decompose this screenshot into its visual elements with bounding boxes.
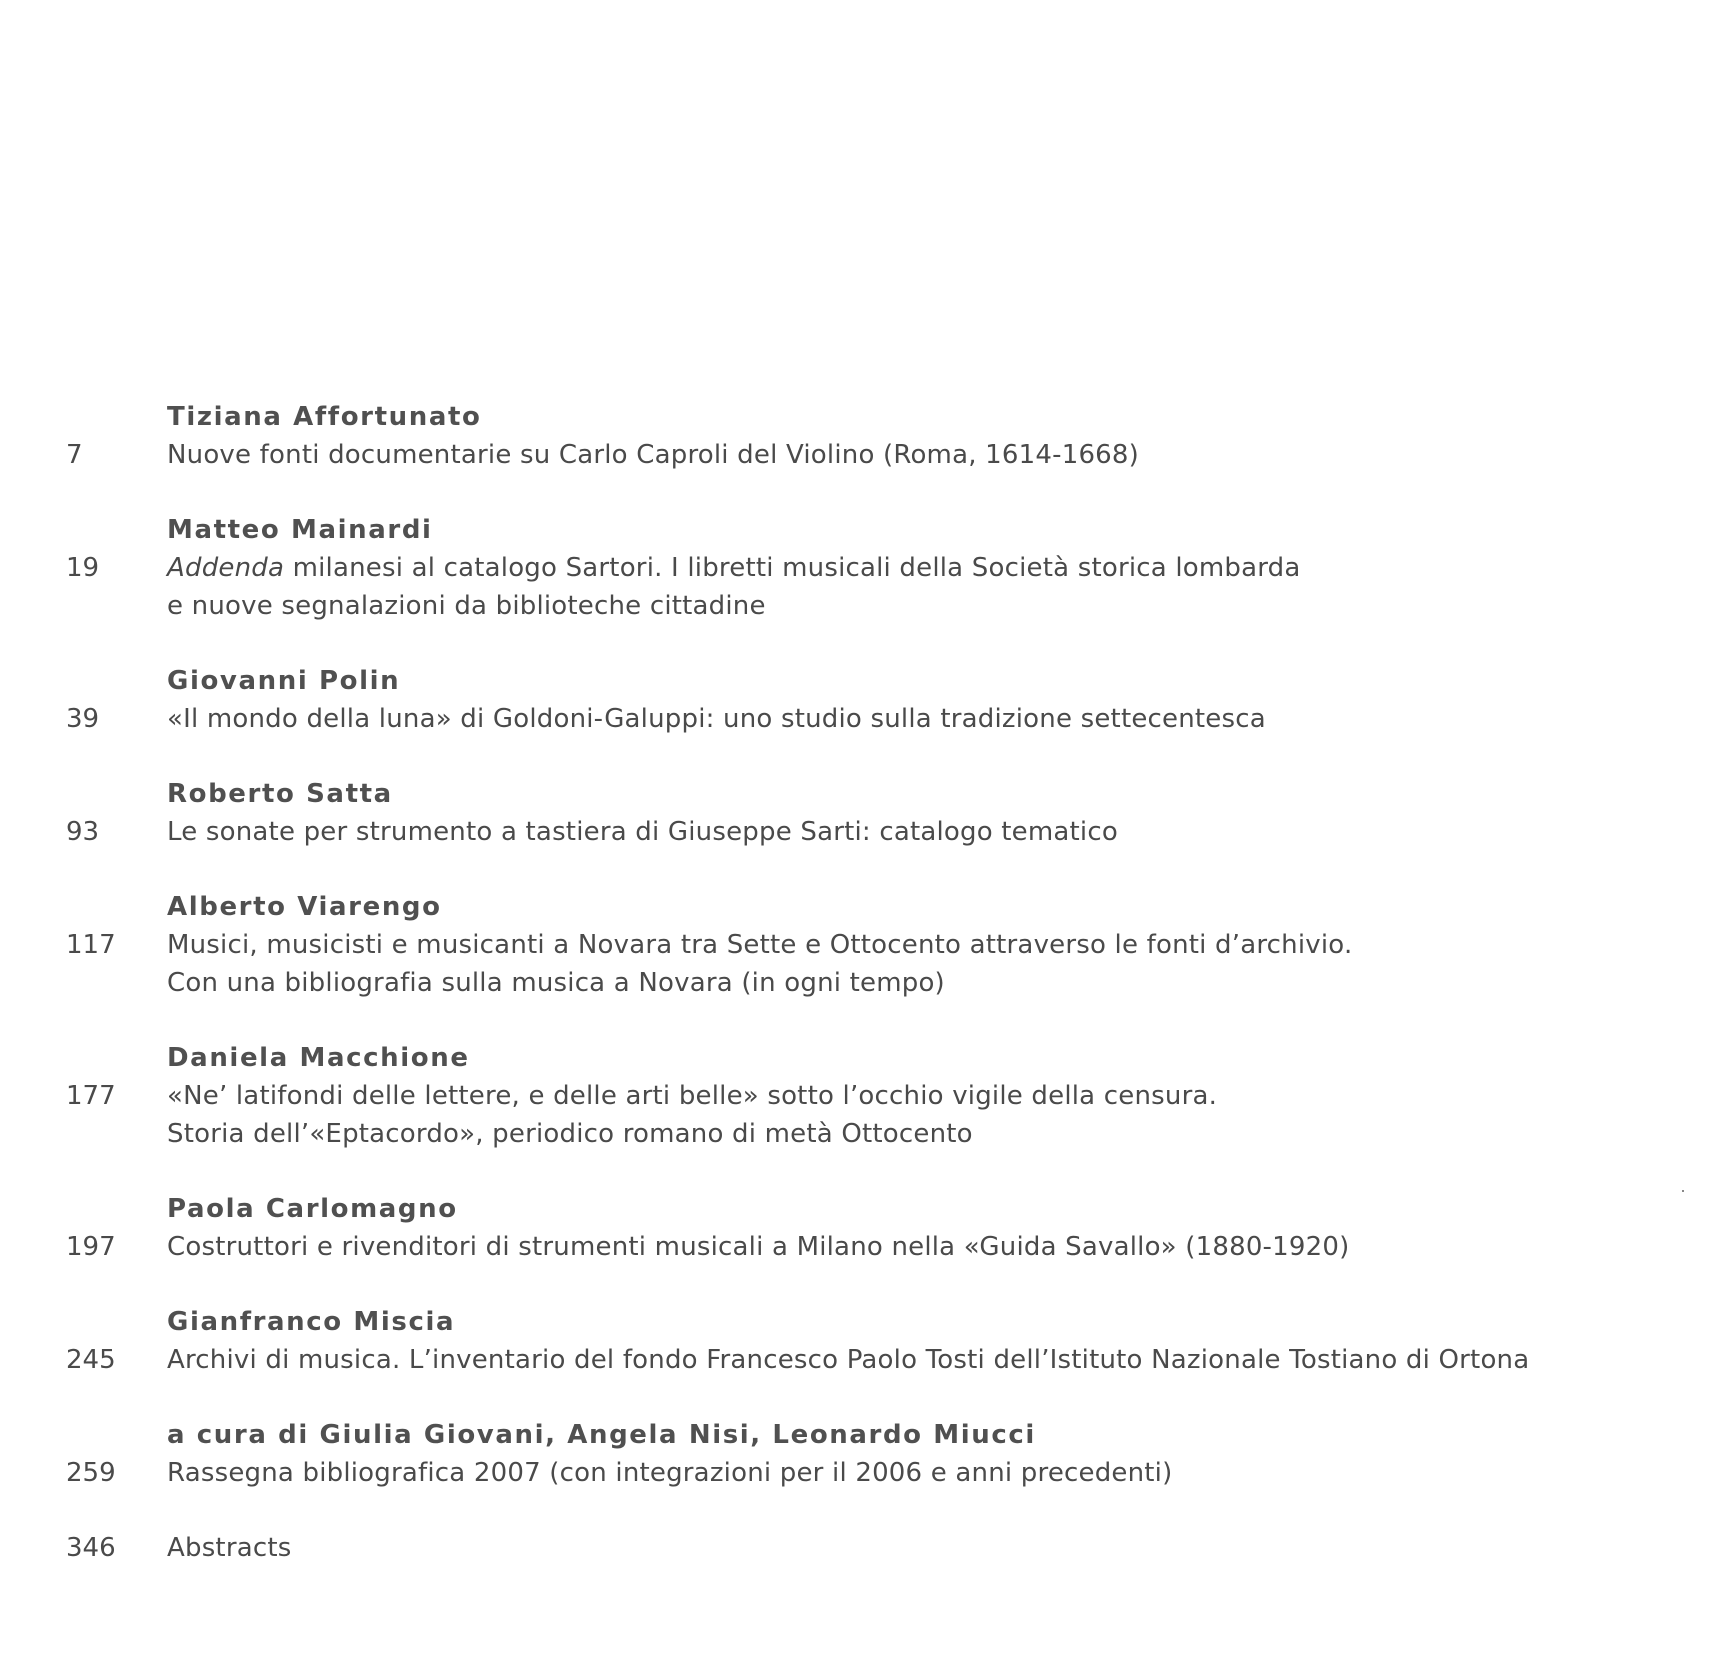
entry-author: Paola Carlomagno [167, 1194, 458, 1224]
entry-row [66, 1077, 1626, 1153]
entry-row [66, 700, 1626, 738]
entry-author: Gianfranco Miscia [167, 1307, 456, 1337]
toc-entry [66, 1039, 1626, 1153]
toc-entry [66, 1190, 1626, 1266]
entry-title-line: «Ne’ latifondi delle lettere, e delle arti belle» sotto l’occhio vigile della censura. [167, 1081, 1218, 1111]
toc-entry [66, 1303, 1626, 1379]
entry-author: Tiziana Affortunato [167, 402, 482, 432]
entry-page-number: 39 [66, 704, 100, 734]
entry-row [66, 1228, 1626, 1266]
entry-title-line: Storia dell’«Eptacordo», periodico romano di metà Ottocento [167, 1119, 973, 1149]
toc-entry [66, 398, 1626, 474]
entry-title-line: Archivi di musica. L’inventario del fondo Francesco Paolo Tosti dell’Istituto Nazionale Tostiano di Ortona [167, 1345, 1530, 1375]
entry-title-line: Nuove fonti documentarie su Carlo Caproli del Violino (Roma, 1614-1668) [167, 440, 1140, 470]
toc-entry [66, 888, 1626, 1002]
entry-row [66, 436, 1626, 474]
entry-title-line: Le sonate per strumento a tastiera di Giuseppe Sarti: catalogo tematico [167, 817, 1118, 847]
entry-title [167, 1454, 1172, 1492]
entry-page-number: 245 [66, 1345, 116, 1375]
entry-title-line: Con una bibliografia sulla musica a Novara (in ogni tempo) [167, 968, 945, 998]
toc-entry [66, 1416, 1626, 1492]
toc-entry [66, 1529, 1626, 1567]
entry-row [66, 549, 1626, 625]
entry-page-number: 346 [66, 1533, 116, 1563]
entry-page-number: 19 [66, 553, 100, 583]
entry-title [167, 813, 1118, 851]
entry-title [167, 1228, 1349, 1266]
entry-author: Matteo Mainardi [167, 515, 433, 545]
entry-title [167, 549, 1301, 625]
entry-title [167, 926, 1352, 1002]
entry-title-line: «Il mondo della luna» di Goldoni-Galuppi: uno studio sulla tradizione settecentesca [167, 704, 1266, 734]
entry-title-line: Rassegna bibliografica 2007 (con integrazioni per il 2006 e anni precedenti) [167, 1458, 1173, 1488]
toc-entry [66, 511, 1626, 625]
entry-page-number: 93 [66, 817, 100, 847]
toc-entry [66, 775, 1626, 851]
entry-title-text: milanesi al catalogo Sartori. I libretti musicali della Società storica lombarda [284, 553, 1301, 583]
entry-author: Roberto Satta [167, 779, 393, 809]
entry-row [66, 926, 1626, 1002]
entry-row [66, 1341, 1626, 1379]
entry-author: Daniela Macchione [167, 1043, 470, 1073]
entry-row [66, 813, 1626, 851]
entry-title-line: Costruttori e rivenditori di strumenti musicali a Milano nella «Guida Savallo» (1880-1920) [167, 1232, 1350, 1262]
entry-title-line: e nuove segnalazioni da biblioteche cittadine [167, 591, 766, 621]
entry-title [167, 436, 1139, 474]
entry-author: Giovanni Polin [167, 666, 401, 696]
entry-title [167, 700, 1266, 738]
entry-row [66, 1529, 1626, 1567]
entry-row [66, 1454, 1626, 1492]
entry-page-number: 117 [66, 930, 116, 960]
entry-title [167, 1529, 292, 1567]
entry-page-number: 177 [66, 1081, 116, 1111]
table-of-contents [66, 398, 1626, 1604]
entry-author: a cura di Giulia Giovani, Angela Nisi, Leonardo Miucci [167, 1420, 1036, 1450]
entry-title-line: Abstracts [167, 1533, 292, 1563]
print-speck [1682, 1190, 1684, 1192]
entry-page-number: 259 [66, 1458, 116, 1488]
entry-title-line [167, 549, 1301, 587]
entry-page-number: 7 [66, 440, 83, 470]
entry-title [167, 1077, 1217, 1153]
entry-page-number: 197 [66, 1232, 116, 1262]
toc-entry [66, 662, 1626, 738]
entry-title [167, 1341, 1529, 1379]
entry-author: Alberto Viarengo [167, 892, 442, 922]
entry-title-line: Musici, musicisti e musicanti a Novara tra Sette e Ottocento attraverso le fonti d’archivio. [167, 930, 1353, 960]
entry-title-italic: Addenda [167, 553, 285, 583]
